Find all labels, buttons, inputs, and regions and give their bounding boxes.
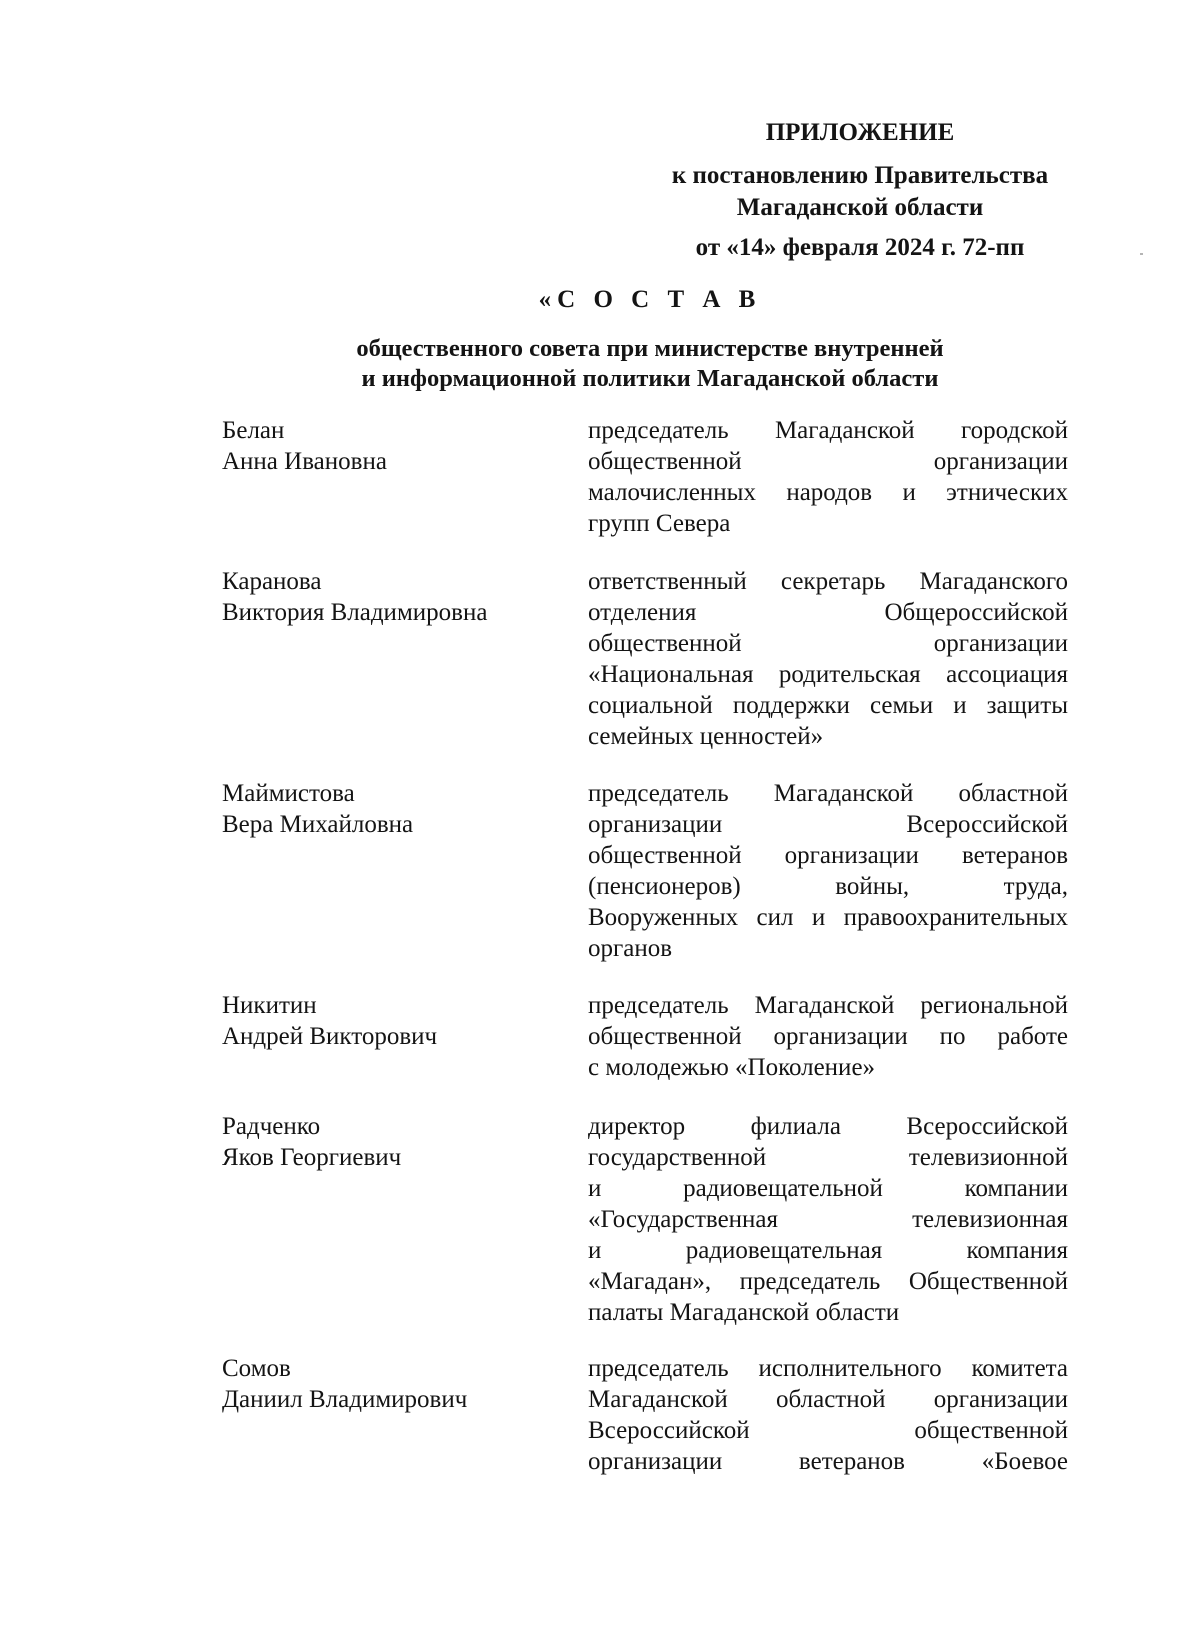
member-role-line: (пенсионеров) войны, труда, (588, 873, 1068, 900)
annex-reference (620, 160, 1100, 224)
member-role-line: общественной организации (588, 448, 1068, 475)
member-role (588, 415, 1068, 539)
annex-reference-line-1: к постановлению Правительства (671, 162, 1049, 189)
scan-artifact (1140, 253, 1143, 255)
member-role-line: органов (588, 935, 673, 962)
document-subtitle-line-2: и информационной политики Магаданской области (361, 365, 939, 392)
member-role-line: социальной поддержки семьи и защиты (588, 692, 1068, 719)
member-role-line: председатель Магаданской региональной (588, 992, 1068, 1019)
member-role-line: ответственный секретарь Магаданского (588, 568, 1068, 595)
member-surname: Сомов (222, 1355, 291, 1382)
member-role-line: Магаданской областной организации (588, 1386, 1068, 1413)
member-role-line: Всероссийской общественной (588, 1417, 1068, 1444)
member-name (222, 1111, 562, 1173)
document-subtitle (250, 334, 1050, 394)
member-role (588, 778, 1068, 964)
member-given-names: Даниил Владимирович (222, 1386, 468, 1413)
member-surname: Каранова (222, 568, 322, 595)
member-given-names: Анна Ивановна (222, 448, 387, 475)
member-role-line: государственной телевизионной (588, 1144, 1068, 1171)
member-role (588, 990, 1068, 1083)
member-role-line: малочисленных народов и этнических (588, 479, 1068, 506)
member-role-line: организации ветеранов «Боевое (588, 1448, 1068, 1475)
annex-title: ПРИЛОЖЕНИЕ (765, 119, 955, 146)
document-title: «С О С Т А В (538, 286, 762, 313)
member-given-names: Виктория Владимировна (222, 599, 488, 626)
member-role-line: и радиовещательной компании (588, 1175, 1068, 1202)
member-role-line: директор филиала Всероссийской (588, 1113, 1068, 1140)
member-role-line: председатель исполнительного комитета (588, 1355, 1068, 1382)
member-role (588, 1111, 1068, 1328)
member-role-line: семейных ценностей» (588, 723, 824, 750)
member-role-line: председатель Магаданской областной (588, 780, 1068, 807)
document-subtitle-line-1: общественного совета при министерстве внутренней (356, 335, 944, 362)
member-role-line: «Национальная родительская ассоциация (588, 661, 1068, 688)
member-role-line: общественной организации (588, 630, 1068, 657)
member-role-line: палаты Магаданской области (588, 1299, 900, 1326)
member-given-names: Вера Михайловна (222, 811, 414, 838)
member-surname: Никитин (222, 992, 317, 1019)
member-name (222, 1353, 562, 1415)
member-role-line: председатель Магаданской городской (588, 417, 1068, 444)
member-surname: Радченко (222, 1113, 321, 1140)
member-name (222, 566, 562, 628)
member-role-line: «Государственная телевизионная (588, 1206, 1068, 1233)
member-name (222, 778, 562, 840)
member-surname: Маймистова (222, 780, 355, 807)
member-role-line: общественной организации по работе (588, 1023, 1068, 1050)
annex-date: от «14» февраля 2024 г. 72-пп (695, 234, 1025, 261)
member-role-line: групп Севера (588, 510, 731, 537)
member-role-line: и радиовещательная компания (588, 1237, 1068, 1264)
member-role-line: организации Всероссийской (588, 811, 1068, 838)
member-role (588, 1353, 1068, 1477)
member-name (222, 990, 562, 1052)
member-role-line: Вооруженных сил и правоохранительных (588, 904, 1068, 931)
member-name (222, 415, 562, 477)
member-given-names: Яков Георгиевич (222, 1144, 402, 1171)
member-role-line: отделения Общероссийской (588, 599, 1068, 626)
member-role-line: общественной организации ветеранов (588, 842, 1068, 869)
member-given-names: Андрей Викторович (222, 1023, 438, 1050)
member-role (588, 566, 1068, 752)
member-role-line: с молодежью «Поколение» (588, 1054, 876, 1081)
member-role-line: «Магадан», председатель Общественной (588, 1268, 1068, 1295)
member-surname: Белан (222, 417, 285, 444)
annex-reference-line-2: Магаданской области (736, 194, 984, 221)
